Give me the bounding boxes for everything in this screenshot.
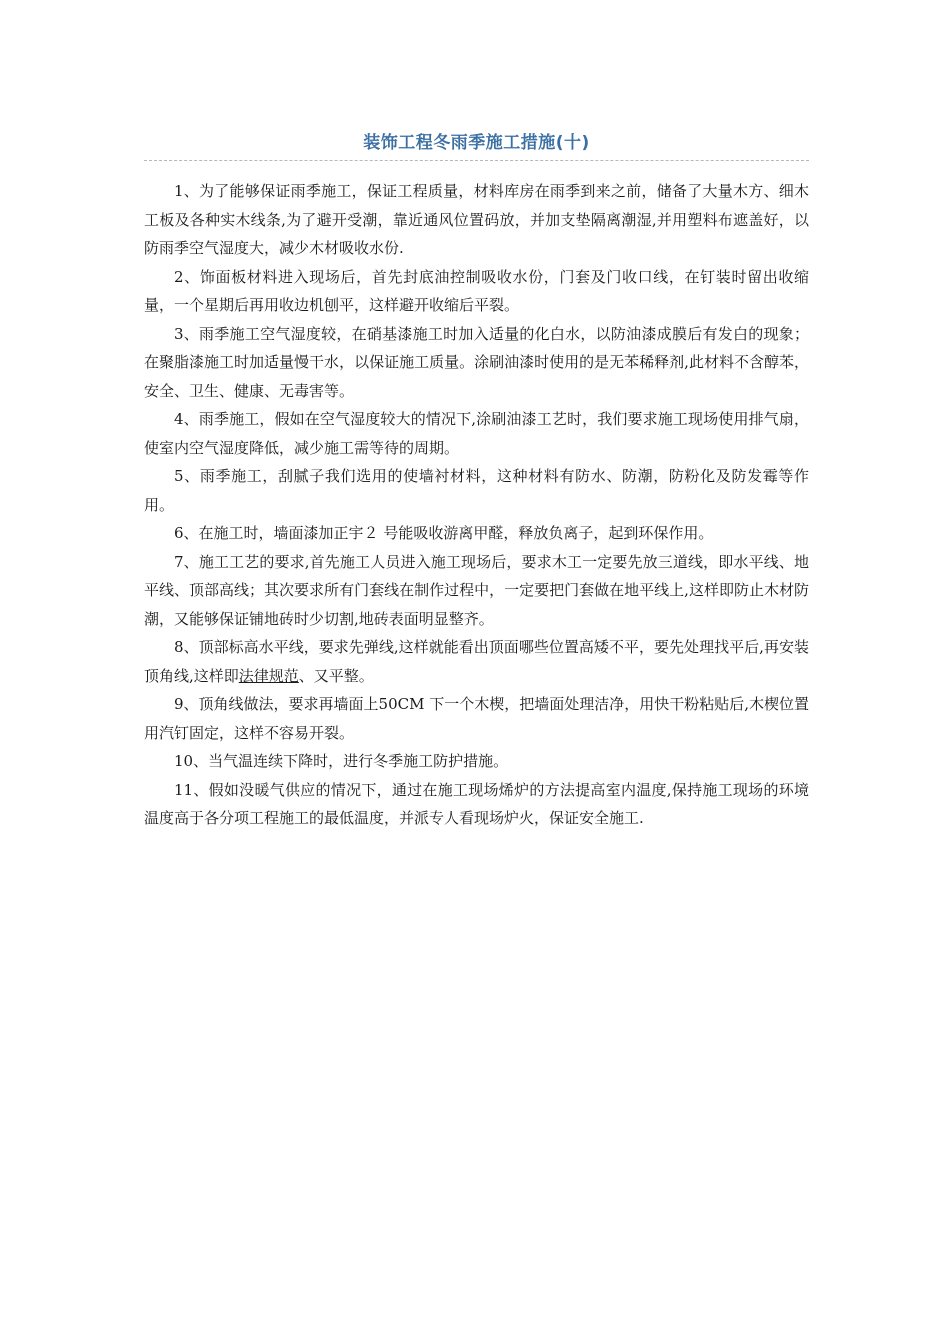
legal-standard-link[interactable]: 法律规范 (238, 666, 299, 685)
paragraph-9: 9、顶角线做法，要求再墙面上50CM 下一个木楔，把墙面处理洁净，用快干粉粘贴后,木楔位置用汽钉固定，这样不容易开裂。 (144, 695, 810, 742)
paragraph-2: 2、饰面板材料进入现场后，首先封底油控制吸收水份，门套及门收口线，在钉装时留出收缩量，一个星期后再用收边机刨平，这样避开收缩后平裂。 (144, 267, 809, 314)
paragraph-6: 6、在施工时，墙面漆加正宇２ 号能吸收游离甲醛，释放负离子，起到环保作用。 (174, 524, 714, 542)
document-title: 装饰工程冬雨季施工措施(十) (363, 133, 590, 153)
paragraph-7: 7、施工工艺的要求,首先施工人员进入施工现场后，要求木工一定要先放三道线，即水平线、地平线、顶部高线；其次要求所有门套线在制作过程中，一定要把门套做在地平线上,这样即防止木材防潮，又能够保证铺地砖时少切割,地砖表面明显整齐。 (144, 552, 809, 628)
paragraph-3: 3、雨季施工空气湿度较，在硝基漆施工时加入适量的化白水，以防油漆成膜后有发白的现象；在聚脂漆施工时加适量慢干水，以保证施工质量。涂刷油漆时使用的是无苯稀释剂,此材料不含醇苯，安全、卫生、健康、无毒害等。 (144, 324, 809, 400)
document-body (144, 177, 809, 833)
paragraph-8-text-before: 8、顶部标高水平线，要求先弹线,这样就能看出顶面哪些位置高矮不平，要先处理找平后,再安装顶角线,这样即 (144, 638, 809, 685)
paragraph-8-text-after: 、又平整。 (298, 666, 374, 685)
paragraph-10: 10、当气温连续下降时，进行冬季施工防护措施。 (174, 752, 509, 770)
paragraph-8 (144, 633, 809, 690)
paragraph-1: 1、为了能够保证雨季施工，保证工程质量，材料库房在雨季到来之前，储备了大量木方、细木工板及各种实木线条,为了避开受潮，靠近通风位置码放，并加支垫隔离潮湿,并用塑料布遮盖好，以防雨季空气湿度大，减少木材吸收水份. (144, 182, 809, 257)
paragraph-4: 4、雨季施工，假如在空气湿度较大的情况下,涂刷油漆工艺时，我们要求施工现场使用排气扇，使室内空气湿度降低，减少施工需等待的周期。 (144, 410, 809, 457)
paragraph-5: 5、雨季施工，刮腻子我们选用的使墙衬材料，这种材料有防水、防潮，防粉化及防发霉等作用。 (144, 467, 809, 514)
title-divider (144, 160, 809, 161)
paragraph-11: 11、假如没暖气供应的情况下，通过在施工现场烯炉的方法提高室内温度,保持施工现场的环境温度高于各分项工程施工的最低温度，并派专人看现场炉火，保证安全施工. (144, 780, 809, 827)
